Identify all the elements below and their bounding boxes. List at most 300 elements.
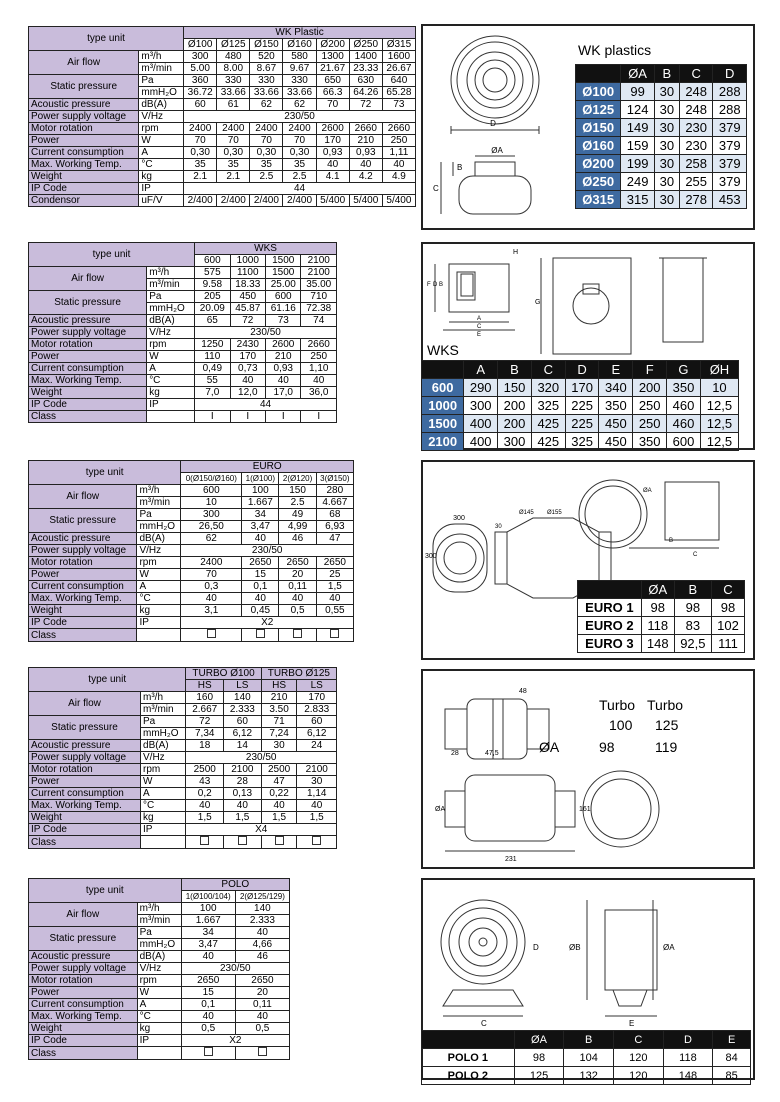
cell-value: 0,49 (195, 363, 230, 375)
dim-value: 453 (713, 191, 747, 209)
dim-model: Ø250 (576, 173, 621, 191)
cell-value: 25.00 (266, 279, 301, 291)
col-header: Ø125 (217, 39, 250, 51)
dim-value: 379 (713, 137, 747, 155)
cell-value: 1,5 (316, 581, 353, 593)
col-header: HS (186, 680, 224, 692)
row-label: Weight (29, 605, 137, 617)
row-label: Class (29, 411, 147, 423)
cell-value: 40 (382, 159, 415, 171)
row-unit: rpm (137, 975, 181, 987)
cell-value: 2400 (217, 123, 250, 135)
dim-header: E (599, 361, 633, 379)
dim-label-f: F (427, 282, 431, 288)
cell-value: 3,1 (181, 605, 242, 617)
class-icon (256, 629, 265, 638)
cell-value: X4 (186, 824, 337, 836)
row-label: Max. Working Temp. (29, 800, 141, 812)
cell-value: 230/50 (181, 963, 289, 975)
row-label: IP Code (29, 183, 139, 195)
row-unit: V/Hz (139, 111, 184, 123)
dim-value: 248 (679, 101, 713, 119)
dim-model: EURO 1 (578, 599, 642, 617)
cell-value: 60 (224, 716, 262, 728)
dim-label-c: C (433, 184, 439, 193)
spec-row (29, 975, 290, 987)
cell-value: 3.50 (261, 704, 297, 716)
row-label: Power (29, 351, 147, 363)
cell-value: 0,11 (279, 581, 316, 593)
turbo-spec-table (28, 667, 337, 849)
row-unit: °C (137, 1011, 181, 1023)
cell-value: 9.67 (283, 63, 316, 75)
dim-row (422, 1049, 751, 1067)
row-label: Current consumption (29, 363, 147, 375)
dim-header (576, 65, 621, 83)
cell-value: 450 (230, 291, 265, 303)
dim-value: 120 (613, 1067, 663, 1085)
class-cell (224, 836, 262, 849)
turbo-panel-col1: Turbo (599, 697, 636, 713)
dim-value: 30 (654, 119, 679, 137)
cell-value: 650 (316, 75, 349, 87)
cell-value: 640 (382, 75, 415, 87)
dim-label-d: D (433, 282, 438, 288)
row-unit: rpm (139, 123, 184, 135)
row-label: Class (29, 1047, 138, 1060)
cell-value: 2660 (301, 339, 337, 351)
polo-spec-table (28, 878, 290, 1060)
cell-value: 2/400 (217, 195, 250, 207)
col-header: 600 (195, 255, 230, 267)
cell-value: 4.2 (349, 171, 382, 183)
spec-row (29, 159, 416, 171)
cell-value: I (301, 411, 337, 423)
cell-value: 0,73 (230, 363, 265, 375)
cell-value: 40 (316, 159, 349, 171)
euro-spec-table (28, 460, 354, 642)
spec-row (29, 183, 416, 195)
col-header: 1000 (230, 255, 265, 267)
dim-row (576, 83, 747, 101)
cell-value: 61 (217, 99, 250, 111)
cell-value: 600 (266, 291, 301, 303)
dim-value: 350 (667, 379, 701, 397)
cell-value: 0,30 (217, 147, 250, 159)
cell-value: 1.667 (242, 497, 279, 509)
row-unit: IP (141, 824, 186, 836)
cell-value: 25 (316, 569, 353, 581)
dim-value: 148 (663, 1067, 713, 1085)
row-unit: V/Hz (147, 327, 195, 339)
class-cell (279, 629, 316, 642)
spec-row (29, 581, 354, 593)
turbo-panel-size2: 125 (655, 717, 679, 733)
spec-row (29, 1011, 290, 1023)
row-unit: mmH₂O (147, 303, 195, 315)
section-wks (0, 230, 780, 450)
class-cell (186, 836, 224, 849)
spec-row (29, 123, 416, 135)
dim-value: 350 (599, 397, 633, 415)
cell-value: 70 (184, 135, 217, 147)
dim-header: B (564, 1031, 614, 1049)
dim-model: 1500 (422, 415, 464, 433)
dim-value: 400 (464, 415, 498, 433)
type-unit-label: type unit (29, 461, 181, 485)
row-unit: dB(A) (141, 740, 186, 752)
spec-row (29, 267, 337, 279)
row-unit (141, 836, 186, 849)
cell-value: 0,30 (283, 147, 316, 159)
dim-value: 99 (621, 83, 655, 101)
row-unit: Pa (137, 509, 181, 521)
dim-value: 425 (531, 415, 565, 433)
cell-value: 35.00 (301, 279, 337, 291)
cell-value: 40 (261, 800, 297, 812)
cell-value: 0,55 (316, 605, 353, 617)
col-header: 2(Ø120) (279, 473, 316, 485)
cell-value: 33.66 (250, 87, 283, 99)
row-label: Power (29, 135, 139, 147)
cell-value: 0,22 (261, 788, 297, 800)
cell-value: 55 (195, 375, 230, 387)
row-unit: kg (147, 387, 195, 399)
cell-value: 4.1 (316, 171, 349, 183)
row-label: Static pressure (29, 927, 138, 951)
col-header: Ø150 (250, 39, 283, 51)
class-icon (204, 1047, 213, 1056)
spec-row (29, 764, 337, 776)
cell-value: 5/400 (316, 195, 349, 207)
wk-spec-table (28, 26, 416, 207)
cell-value: 24 (297, 740, 337, 752)
cell-value: 30 (297, 776, 337, 788)
dim-value: 300 (498, 433, 532, 451)
spec-row (29, 740, 337, 752)
dim-header: B (498, 361, 532, 379)
dim-label-d155: Ø155 (547, 510, 562, 516)
cell-value: 0,3 (181, 581, 242, 593)
row-unit: rpm (147, 339, 195, 351)
cell-value: 74 (301, 315, 337, 327)
cell-value: 0,13 (224, 788, 262, 800)
cell-value: 2430 (230, 339, 265, 351)
dim-model: Ø100 (576, 83, 621, 101)
row-label: Max. Working Temp. (29, 375, 147, 387)
cell-value: 630 (349, 75, 382, 87)
wk-panel-title: WK plastics (578, 42, 652, 58)
row-label: Power (29, 987, 138, 999)
cell-value: 0,93 (349, 147, 382, 159)
cell-value: 1,5 (297, 812, 337, 824)
row-label: Max. Working Temp. (29, 1011, 138, 1023)
dim-model: 1000 (422, 397, 464, 415)
row-unit: rpm (137, 557, 181, 569)
dim-value: 288 (713, 101, 747, 119)
row-unit (137, 629, 181, 642)
spec-row (29, 315, 337, 327)
cell-value: 2.5 (283, 171, 316, 183)
dim-label-g: G (535, 299, 541, 306)
cell-value: 4.9 (382, 171, 415, 183)
cell-value: 40 (181, 951, 235, 963)
spec-row (29, 963, 290, 975)
cell-value: 5/400 (349, 195, 382, 207)
dim-value: 230 (679, 137, 713, 155)
dim-value: 290 (464, 379, 498, 397)
cell-value: 3,47 (242, 521, 279, 533)
cell-value: 2.333 (224, 704, 262, 716)
dim-label-b: ØB (569, 943, 581, 952)
polo-dimension-table (421, 1030, 751, 1085)
dim-label-h: H (513, 249, 519, 256)
class-cell (316, 629, 353, 642)
row-unit: kg (141, 812, 186, 824)
cell-value: 40 (266, 375, 301, 387)
cell-value: 2/400 (283, 195, 316, 207)
dim-value: 132 (564, 1067, 614, 1085)
row-unit: °C (139, 159, 184, 171)
cell-value: 33.66 (217, 87, 250, 99)
row-unit: kg (137, 605, 181, 617)
class-icon (238, 836, 247, 845)
row-unit: IP (137, 1035, 181, 1047)
cell-value: 72 (186, 716, 224, 728)
cell-value: 28 (224, 776, 262, 788)
cell-value: 140 (224, 692, 262, 704)
type-unit-label: type unit (29, 668, 186, 692)
cell-value: 230/50 (181, 545, 354, 557)
cell-value: 100 (242, 485, 279, 497)
spec-row (29, 75, 416, 87)
cell-value: 9.58 (195, 279, 230, 291)
cell-value: 0,93 (266, 363, 301, 375)
cell-value: 2100 (301, 267, 337, 279)
row-unit: Pa (139, 75, 184, 87)
dim-value: 250 (633, 415, 667, 433)
dim-value: 200 (633, 379, 667, 397)
cell-value: X2 (181, 617, 354, 629)
col-header: 1(Ø100/104) (181, 891, 235, 903)
cell-value: 30 (261, 740, 297, 752)
dim-value: 124 (621, 101, 655, 119)
row-label: IP Code (29, 399, 147, 411)
dim-value: 30 (654, 191, 679, 209)
dim-value: 98 (674, 599, 711, 617)
dim-header (578, 581, 642, 599)
dim-label-b: B (669, 538, 674, 544)
dim-value: 98 (641, 599, 674, 617)
cell-value: 230/50 (195, 327, 337, 339)
dim-header: B (674, 581, 711, 599)
dim-model: Ø150 (576, 119, 621, 137)
dim-value: 30 (654, 101, 679, 119)
dim-label-c: C (477, 324, 482, 330)
row-label: Condensor (29, 195, 139, 207)
dim-header-row (578, 581, 745, 599)
cell-value: 62 (181, 533, 242, 545)
cell-value: 40 (230, 375, 265, 387)
row-label: Air flow (29, 485, 137, 509)
row-label: Static pressure (29, 716, 141, 740)
cell-value: 710 (301, 291, 337, 303)
cell-value: 1.667 (181, 915, 235, 927)
dim-row (576, 173, 747, 191)
cell-value: 65 (195, 315, 230, 327)
row-label: Air flow (29, 692, 141, 716)
cell-value: 12,0 (230, 387, 265, 399)
dim-label-48: 48 (519, 688, 527, 695)
dim-value: 379 (713, 119, 747, 137)
dim-row (578, 635, 745, 653)
cell-value: 2650 (316, 557, 353, 569)
cell-value: 44 (195, 399, 337, 411)
cell-value: 1600 (382, 51, 415, 63)
cell-value: 0,30 (250, 147, 283, 159)
cell-value: 66.3 (316, 87, 349, 99)
cell-value: 2660 (349, 123, 382, 135)
cell-value: 2500 (186, 764, 224, 776)
cell-value: 7,0 (195, 387, 230, 399)
cell-value: 0,2 (186, 788, 224, 800)
row-unit: m³/min (147, 279, 195, 291)
cell-value: 21.67 (316, 63, 349, 75)
cell-value: 70 (250, 135, 283, 147)
row-label: Weight (29, 1023, 138, 1035)
cell-value: 62 (283, 99, 316, 111)
dim-row (576, 119, 747, 137)
cell-value: 70 (283, 135, 316, 147)
dim-value: 225 (565, 415, 599, 433)
row-unit: m³/h (141, 692, 186, 704)
dim-header: A (464, 361, 498, 379)
turbo-title-125: TURBO Ø125 (261, 668, 336, 680)
dim-label-231: 231 (505, 856, 517, 863)
dim-value: 30 (654, 83, 679, 101)
dim-row (422, 415, 739, 433)
cell-value: 40 (349, 159, 382, 171)
spec-row (29, 1035, 290, 1047)
col-header: LS (297, 680, 337, 692)
row-label: Motor rotation (29, 557, 137, 569)
dim-value: 102 (711, 617, 744, 635)
dim-row (578, 617, 745, 635)
dim-header: C (679, 65, 713, 83)
cell-value: 2400 (184, 123, 217, 135)
cell-value: 2400 (181, 557, 242, 569)
cell-value: 300 (181, 509, 242, 521)
dim-value: 460 (667, 415, 701, 433)
cell-value: 210 (349, 135, 382, 147)
dim-model: 600 (422, 379, 464, 397)
cell-value: 40 (235, 927, 289, 939)
cell-value: 2/400 (184, 195, 217, 207)
cell-value: 70 (217, 135, 250, 147)
cell-value: 0,1 (242, 581, 279, 593)
dim-value: 250 (633, 397, 667, 415)
row-unit: A (137, 581, 181, 593)
dim-model: Ø125 (576, 101, 621, 119)
cell-value: 46 (235, 951, 289, 963)
row-unit (147, 411, 195, 423)
row-label: IP Code (29, 1035, 138, 1047)
dim-label-28: 28 (451, 750, 459, 757)
cell-value: 250 (382, 135, 415, 147)
dim-header-row (422, 1031, 751, 1049)
cell-value: 61.16 (266, 303, 301, 315)
dim-label-width: 300 (453, 515, 465, 522)
dim-row (422, 1067, 751, 1085)
col-header: LS (224, 680, 262, 692)
spec-row (29, 387, 337, 399)
cell-value: 40 (242, 593, 279, 605)
row-unit: A (139, 147, 184, 159)
cell-value: 2100 (297, 764, 337, 776)
spec-row (29, 509, 354, 521)
class-icon (293, 629, 302, 638)
class-icon (207, 629, 216, 638)
euro-drawing-panel (421, 460, 755, 660)
spec-row (29, 629, 354, 642)
wks-dimension-table (421, 360, 739, 451)
spec-row (29, 824, 337, 836)
cell-value: 40 (181, 1011, 235, 1023)
spec-row (29, 135, 416, 147)
dim-model: POLO 1 (422, 1049, 515, 1067)
cell-value: 35 (217, 159, 250, 171)
spec-row (29, 752, 337, 764)
class-icon (200, 836, 209, 845)
row-unit: A (137, 999, 181, 1011)
cell-value: 17,0 (266, 387, 301, 399)
dim-label-b: B (439, 282, 444, 288)
col-header: Ø200 (316, 39, 349, 51)
cell-value: 43 (186, 776, 224, 788)
dim-value: 149 (621, 119, 655, 137)
class-icon (275, 836, 284, 845)
dim-label-d: D (533, 943, 539, 952)
dim-model: EURO 2 (578, 617, 642, 635)
row-unit: kg (137, 1023, 181, 1035)
spec-row (29, 1023, 290, 1035)
spec-row (29, 363, 337, 375)
dim-row (422, 433, 739, 451)
cell-value: 68 (316, 509, 353, 521)
cell-value: 72 (230, 315, 265, 327)
dim-row (576, 137, 747, 155)
cell-value: 600 (181, 485, 242, 497)
row-label: Air flow (29, 51, 139, 75)
dim-label-161: 161 (579, 806, 591, 813)
dim-row (422, 397, 739, 415)
dim-header: ØA (641, 581, 674, 599)
dim-header (422, 361, 464, 379)
cell-value: 2650 (181, 975, 235, 987)
cell-value: 60 (297, 716, 337, 728)
cell-value: 47 (316, 533, 353, 545)
cell-value: 150 (279, 485, 316, 497)
cell-value: 2600 (316, 123, 349, 135)
dim-label-e: E (477, 332, 482, 338)
dim-value: 83 (674, 617, 711, 635)
turbo-panel-col2: Turbo (647, 697, 684, 713)
spec-row (29, 951, 290, 963)
cell-value: 60 (184, 99, 217, 111)
cell-value: 62 (250, 99, 283, 111)
dim-value: 170 (565, 379, 599, 397)
dim-header (422, 1031, 515, 1049)
